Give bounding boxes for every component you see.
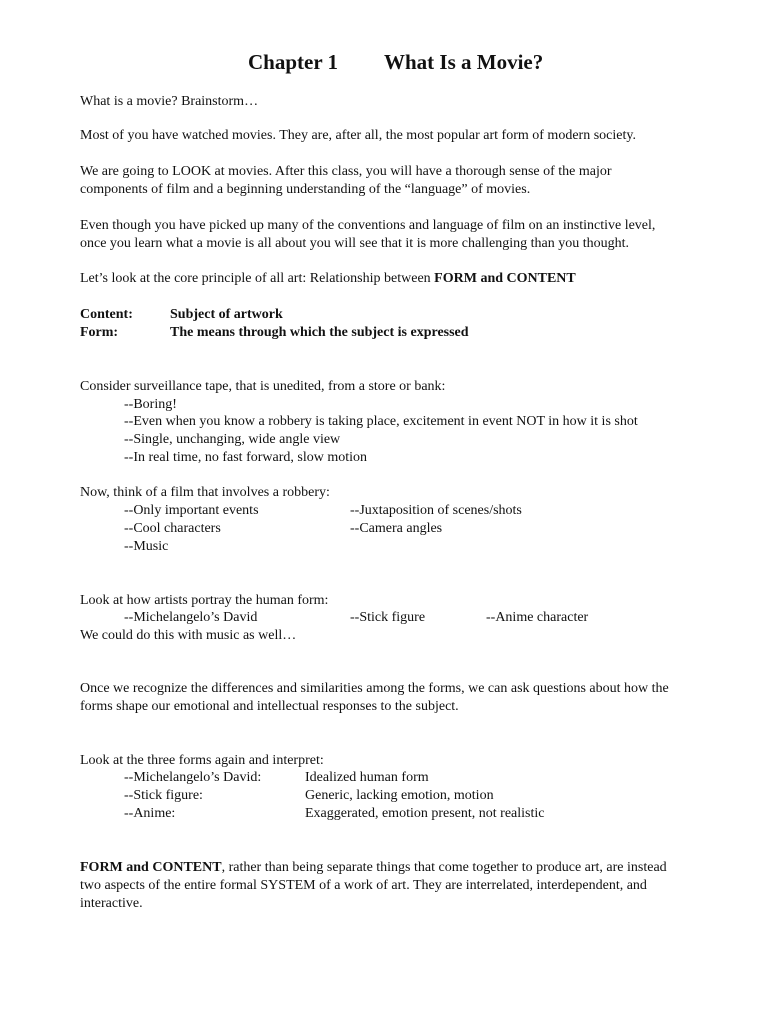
core-principle-text: Let’s look at the core principle of all art: Relationship between (80, 271, 435, 286)
look-paragraph-line1: We are going to LOOK at movies. After this class, you will have a thorough sense of the major (80, 164, 612, 179)
look-paragraph-line2: components of film and a beginning understanding of the “language” of movies. (80, 182, 531, 197)
chapter-number: Chapter 1 (248, 50, 339, 74)
surveillance-intro: Consider surveillance tape, that is unedited, from a store or bank: (80, 379, 446, 394)
interpret-form: --Anime: (124, 806, 176, 821)
music-line: We could do this with music as well… (80, 628, 297, 643)
interpret-intro: Look at the three forms again and interpret: (80, 753, 324, 768)
conclusion-line3: interactive. (80, 896, 143, 911)
interpret-meaning: Generic, lacking emotion, motion (305, 788, 494, 803)
robbery-film-item: --Music (124, 539, 169, 554)
surveillance-item: --Even when you know a robbery is taking place, excitement in event NOT in how it is shot (124, 414, 638, 429)
content-term: Content: (80, 307, 133, 322)
core-principle-bold: FORM and CONTENT (434, 271, 576, 286)
instinct-paragraph-line2: once you learn what a movie is all about you will see that it is more challenging than you thought. (80, 236, 629, 251)
conclusion-bold: FORM and CONTENT (80, 860, 222, 875)
robbery-film-item: --Camera angles (350, 521, 443, 536)
robbery-film-item: --Cool characters (124, 521, 221, 536)
interpret-form: --Michelangelo’s David: (124, 770, 262, 785)
form-term: Form: (80, 325, 119, 340)
interpret-meaning: Exaggerated, emotion present, not realistic (305, 806, 545, 821)
recognize-paragraph-line1: Once we recognize the differences and similarities among the forms, we can ask questions about how the (80, 681, 669, 696)
recognize-paragraph-line2: forms shape our emotional and intellectual responses to the subject. (80, 699, 459, 714)
surveillance-item: --In real time, no fast forward, slow motion (124, 450, 367, 465)
surveillance-item: --Boring! (124, 397, 177, 412)
human-form-intro: Look at how artists portray the human form: (80, 593, 329, 608)
instinct-paragraph-line1: Even though you have picked up many of the conventions and language of film on an instinctive level, (80, 218, 656, 233)
human-form-item: --Stick figure (350, 610, 426, 625)
conclusion-text: , rather than being separate things that come together to produce art, are instead (221, 860, 667, 875)
interpret-meaning: Idealized human form (305, 770, 429, 785)
robbery-film-item: --Juxtaposition of scenes/shots (350, 503, 522, 518)
form-definition: The means through which the subject is expressed (170, 325, 469, 340)
robbery-film-intro: Now, think of a film that involves a robbery: (80, 485, 330, 500)
conclusion-line2: two aspects of the entire formal SYSTEM of a work of art. They are interrelated, interdependent, and (80, 878, 647, 893)
watched-paragraph: Most of you have watched movies. They are, after all, the most popular art form of modern society. (80, 128, 636, 143)
chapter-heading: What Is a Movie? (384, 50, 544, 74)
human-form-item: --Michelangelo’s David (124, 610, 258, 625)
brainstorm-line: What is a movie? Brainstorm… (80, 94, 259, 109)
interpret-form: --Stick figure: (124, 788, 203, 803)
human-form-item: --Anime character (486, 610, 589, 625)
surveillance-item: --Single, unchanging, wide angle view (124, 432, 341, 447)
conclusion-line1 (80, 859, 720, 877)
core-principle-line (80, 270, 720, 288)
content-definition: Subject of artwork (170, 307, 283, 322)
robbery-film-item: --Only important events (124, 503, 259, 518)
